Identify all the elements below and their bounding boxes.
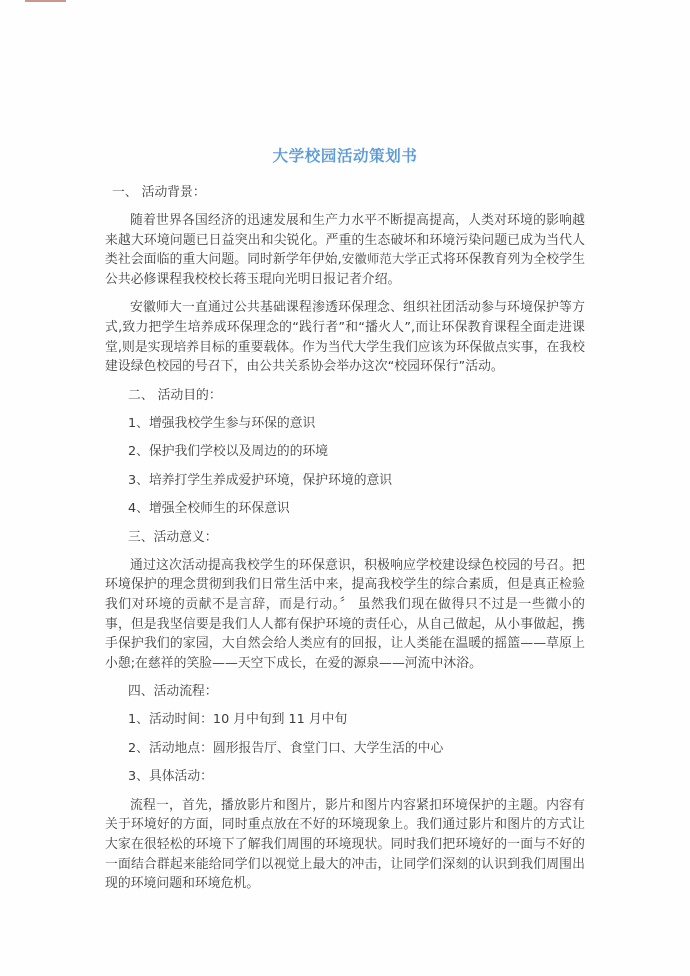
list-item: 2、保护我们学校以及周边的的环境	[128, 444, 329, 460]
list-item: 1、增强我校学生参与环保的意识	[128, 415, 316, 431]
list-item: 2、活动地点：圆形报告厅、食堂门口、大学生活的中心	[128, 740, 444, 756]
top-edge-marker	[25, 0, 66, 2]
section-heading-background: 一、 活动背景：	[112, 185, 206, 200]
section-heading-process: 四、活动流程：	[128, 684, 218, 700]
paragraph-significance-1: 通过这次活动提高我校学生的环保意识，积极响应学校建设绿色校园的号召。把环境保护的理念贯彻到我们日常生活中来，提高我校学生的综合素质，但是真正检验我们对环境的贡献不是言辞，而是行动。〞 虽然我们现在做得只不过是一些微小的事，但是我坚信要是我们人人都有保护环境的责任心，从自己做起，从小事做起，携手保护我们的家园，大自然会给人类应有的回报，让人类能在温暖的摇篮——草原上小憩;在慈祥的笑脸——天空下成长，在爱的源泉——河流中沐浴。	[105, 557, 585, 671]
paragraph-background-1-part-b: 正式将环保教育列为全校学生公共必修课程我校校长蒋玉琨向光明日报记者介绍。	[105, 252, 585, 287]
paragraph-background-1	[105, 211, 585, 289]
paragraph-background-2: 安徽师大一直通过公共基础课程渗透环保理念、组织社团活动参与环境保护等方式,致力把学生培养成环保理念的“践行者”和“播火人”,而让环保教育课程全面走进课堂,则是实现培养目标的重要载体。作为当代大学生我们应该为环保做点实事，在我校建设绿色校园的号召下，由公共关系协会举办这次“校园环保行”活动。	[105, 300, 585, 375]
list-item: 3、培养打学生养成爱护环境，保护环境的意识	[128, 472, 393, 488]
university-name-inline: 安徽师范大学	[341, 252, 418, 267]
list-item: 3、具体活动：	[128, 769, 213, 785]
list-item: 1、活动时间：10 月中旬到 11 月中旬	[128, 712, 348, 728]
page-title: 大学校园活动策划书	[272, 147, 418, 165]
paragraph-background-1-part-a: 随着世界各国经济的迅速发展和生产力水平不断提高提高，人类对环境的影响越来越大环境问题已日益突出和尖锐化。严重的生态破坏和环境污染问题已成为当代人类社会面临的重大问题。同时新学年伊始,	[105, 213, 585, 268]
document-body	[105, 183, 585, 903]
paragraph-process-detail: 流程一，首先，播放影片和图片，影片和图片内容紧扣环境保护的主题。内容有关于环境好的方面，同时重点放在不好的环境现象上。我们通过影片和图片的方式让大家在很轻松的环境下了解我们周围的环境现状。同时我们把环境好的一面与不好的一面结合群起来能给同学们以视觉上最大的冲击，让同学们深刻的认识到我们周围出现的环境问题和环境危机。	[105, 797, 585, 892]
list-item: 4、增强全校师生的环保意识	[128, 501, 290, 517]
section-heading-purpose: 二、 活动目的：	[128, 387, 222, 403]
section-heading-significance: 三、活动意义：	[128, 529, 218, 545]
